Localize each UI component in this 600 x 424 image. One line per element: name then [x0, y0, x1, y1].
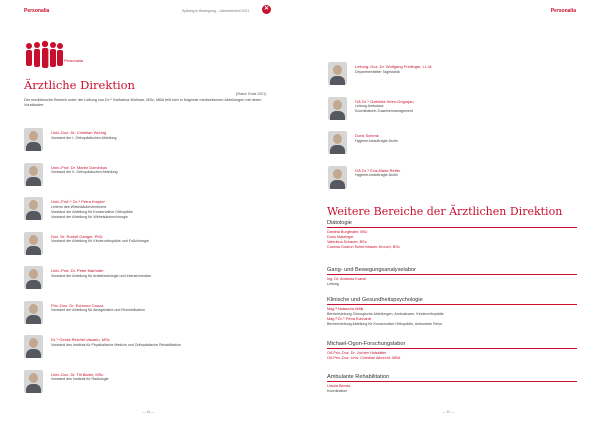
- section-tag: Personalia: [64, 58, 83, 63]
- person-role: Vorstand des Instituts für Radiologie: [51, 377, 109, 381]
- person-role: Vorstand der Abteilung für Kinderorthopädie und Fußchirurgie: [51, 239, 149, 243]
- person-entry: [328, 97, 414, 120]
- department-block: [327, 341, 577, 361]
- person-entry: [24, 301, 145, 324]
- person-role: Leitung Ambulanz: [355, 104, 384, 108]
- staff-name: Cosima Gudrun Schermhauer-Krouch, BSc: [327, 245, 400, 249]
- portrait-photo: [328, 131, 347, 154]
- department-heading: Diätologie: [327, 220, 577, 228]
- person-role: Vorstand der Abteilung für Konservative Orthopädie: [51, 209, 133, 214]
- person-name: Leitung: Doz. Dr. Wolfgang Freilinger, LL.M.: [355, 64, 433, 69]
- stand-date: (Stand: Ende 2021): [236, 92, 267, 96]
- portrait-photo: [24, 232, 43, 255]
- person-name: OÄ Dr.ⁱⁿ Eva-Maria Reiter: [355, 167, 401, 173]
- portrait-photo: [24, 197, 43, 220]
- person-role: Departmentleiter Tagesklinik: [355, 69, 401, 74]
- person-entry: [328, 131, 398, 154]
- portrait-photo: [328, 62, 347, 85]
- person-name: Doris Schenk: [355, 133, 379, 138]
- department-heading: Michael-Ogon-Forschungslabor: [327, 341, 577, 349]
- staff-name: Ing. Dr. Andreas Kranzl: [327, 277, 367, 281]
- person-role: Vorstand der II. Orthopädischen Abteilung: [51, 170, 118, 174]
- person-entry: [328, 62, 433, 85]
- person-name: Doz. Dr. Rudolf Ganger, PhD.: [51, 233, 104, 239]
- staff-name: Doris Matzinger: [327, 235, 354, 239]
- person-role: Vorstand der I. Orthopädischen Abteilung: [51, 135, 117, 140]
- person-role: Vorstand der Abteilung für Wirbelsäulenchirurgie: [51, 214, 128, 219]
- staff-name: OA Priv.-Doz. Univ. Christian Albrecht, MBA: [327, 356, 401, 360]
- person-name: Univ.-Doz. Dr. Till Bader, MSc: [51, 371, 104, 377]
- page-number: — 48 —: [142, 410, 155, 414]
- person-entry: [24, 197, 133, 220]
- section-title: Weitere Bereiche der Ärztlichen Direktion: [327, 205, 563, 218]
- person-role: Vorstand des Instituts für Physikalische Medizin und Orthopädische Rehabilitation: [51, 342, 181, 347]
- portrait-photo: [24, 128, 43, 151]
- staff-name: OA Priv.-Doz. Dr. Jochen Hofstätter: [327, 351, 387, 355]
- department-heading: Gang- und Bewegungsanalyselabor: [327, 267, 577, 275]
- person-entry: [328, 166, 400, 189]
- hospital-logo-icon: ✕: [263, 6, 270, 12]
- staff-role: Leitung: [327, 282, 339, 286]
- running-header-title: Spitzing in Bewegung – Jahresbericht 2021: [182, 9, 250, 13]
- portrait-photo: [328, 166, 347, 189]
- running-header-section: Personalia: [24, 8, 50, 14]
- person-role: Vorstand der Abteilung für Akutgeriatrie und Remobilisation: [51, 308, 145, 312]
- person-role: Vorstand der Abteilung für Anästhesiologie und Intensivmedizin: [51, 273, 152, 278]
- department-heading: Klinische und Gesundheitspsychologie: [327, 297, 577, 305]
- person-role: Koordinatorin Zuweisermanagement: [355, 109, 413, 113]
- person-name: Univ.-Doz. Dr. Christian Wurnig: [51, 130, 107, 135]
- portrait-photo: [24, 163, 43, 186]
- staff-role: Koordination: [327, 389, 348, 393]
- portrait-photo: [328, 97, 347, 120]
- staff-name: Daniela Burgthaler, BSc: [327, 230, 368, 234]
- running-header-section: Personalia: [550, 8, 576, 14]
- staff-role: Bereichsleitung Chirurgische Abteilungen, Ambulanzen, Kinderorthopädie: [327, 312, 444, 316]
- department-block: [327, 297, 577, 327]
- department-block: [327, 267, 577, 287]
- department-block: [327, 374, 577, 394]
- person-name: OÄ Dr.ⁱⁿ Gabriela Heim-Grigorjan: [355, 98, 414, 104]
- person-name: Univ.-Prof. Dr. Martin Dominkus: [51, 164, 107, 170]
- staff-name: Valentina Schauer, BSc: [327, 240, 367, 244]
- portrait-photo: [24, 370, 43, 393]
- person-entry: [24, 232, 149, 255]
- person-name: Priv.-Doz. Dr. Edmund Cauza: [51, 302, 104, 308]
- person-name: Univ.-Prof. Dr. Peter Marhofer: [51, 268, 104, 273]
- person-name: Dr.ⁱⁿ Gerda Reichel-Vacariu, MSc: [51, 337, 110, 342]
- portrait-photo: [24, 335, 43, 358]
- person-entry: [24, 266, 151, 289]
- person-entry: [24, 370, 109, 393]
- portrait-photo: [24, 301, 43, 324]
- staff-name: Ursula Benda: [327, 384, 351, 388]
- portrait-photo: [24, 266, 43, 289]
- staff-role: Bereichsleitung Abteilung für Konservative Orthopädie, Ambulante Reha: [327, 322, 442, 326]
- person-name: Univ.-Prof.ⁱⁿ Dr.ⁱⁿ Petra Krepler: [51, 199, 105, 204]
- people-figures-icon: [24, 40, 64, 72]
- department-block: [327, 220, 577, 250]
- person-role: Hygiene-beauftragte Ärztin: [355, 173, 398, 177]
- person-entry: [24, 128, 117, 151]
- person-role: Leiterin des Wirbelsäulenzentrums: [51, 204, 107, 209]
- intro-text: Der medizinische Bereich unter der Leitung von Dr.ⁱⁿ Katharina Wolman, MSc, MBA teilt sich in folgende medizinischen Abteilungen mit deren Vorständen:: [24, 98, 262, 107]
- page-number: — 49 —: [442, 410, 455, 414]
- person-role: Hygiene-beauftragte Ärztin: [355, 138, 398, 143]
- staff-name: Mag.ª Natascha Wälk: [327, 307, 364, 311]
- department-heading: Ambulante Rehabilitation: [327, 374, 577, 382]
- person-entry: [24, 335, 181, 358]
- person-entry: [24, 163, 118, 186]
- staff-name: Mag.ª Dr.ⁱⁿ Petra Eckhardt: [327, 317, 371, 321]
- page-title: Ärztliche Direktion: [24, 78, 135, 92]
